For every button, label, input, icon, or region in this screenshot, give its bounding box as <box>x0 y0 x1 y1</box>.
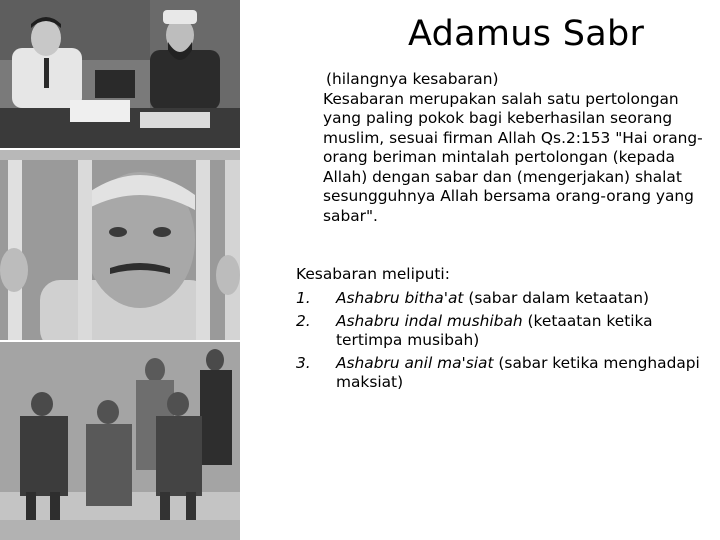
intro-paragraph <box>323 70 708 226</box>
list-item <box>296 354 706 393</box>
list-item-desc: (ketaatan ketika tertimpa musibah) <box>336 311 653 349</box>
intro-subtitle: (hilangnya kesabaran) <box>326 70 499 88</box>
list-item-number: 1. <box>296 289 311 307</box>
kesabaran-list <box>296 289 706 396</box>
list-item <box>296 312 706 351</box>
list-item-term: Ashabru bitha'at <box>336 289 464 307</box>
list-item-number: 3. <box>296 353 311 372</box>
photo-group <box>0 342 240 540</box>
list-heading: Kesabaran meliputi: <box>296 265 450 283</box>
photo-prison <box>0 150 240 340</box>
slide-title: Adamus Sabr <box>408 14 645 54</box>
intro-body: Kesabaran merupakan salah satu pertolongan yang paling pokok bagi keberhasilan seorang muslim, sesuai firman Allah Qs.2:153 "Hai orang-orang beriman mintalah pertolongan (kepada Allah) dengan sabar dan (mengerjakan) shalat sesungguhnya Allah bersama orang-orang yang sabar". <box>323 89 703 225</box>
list-item-term: Ashabru anil ma'siat <box>336 353 494 372</box>
list-item-desc: (sabar dalam ketaatan) <box>463 289 649 307</box>
list-item-number: 2. <box>296 311 311 330</box>
list-item-desc: (sabar ketika menghadapi maksiat) <box>336 353 700 391</box>
list-item-term: Ashabru indal mushibah <box>336 311 523 330</box>
list-item <box>296 289 706 309</box>
photo-office <box>0 0 240 148</box>
